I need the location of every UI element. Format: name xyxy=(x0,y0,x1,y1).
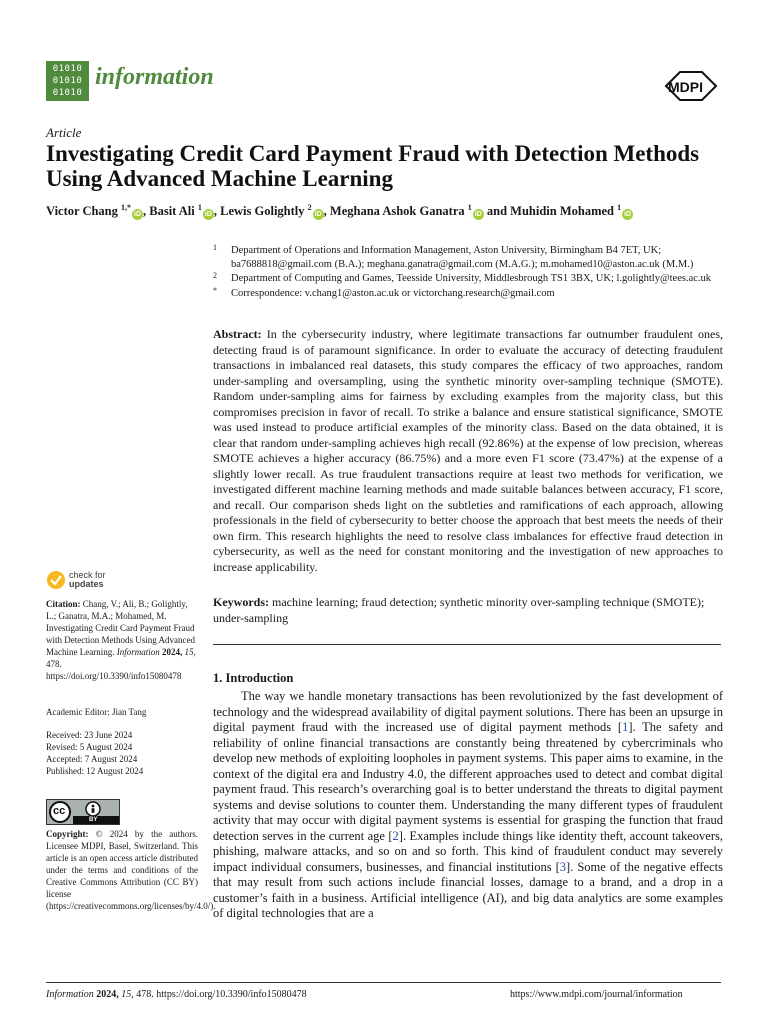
affiliation-text: Department of Computing and Games, Teesside University, Middlesbrough TS1 3BX, UK; l.golightly@tees.ac.uk xyxy=(231,273,712,284)
abstract-text: In the cybersecurity industry, where legitimate transactions far outnumber fraudulent ones, detecting fraud is of paramount significance. In order to evaluate the accuracy of detecting fraudulent transactions in imbalanced real datasets, this study compares the efficacy of two approaches, random under-sampling and oversampling, using the synthetic minority over-sampling technique (SMOTE). Random under-sampling aims for fairness by excluding examples from the majority class, but this compromises precision in favor of recall. To strike a balance and ensure statistical significance, SMOTE was used instead to produce artificial examples of the minority class. Based on the data obtained, it is clear that random under-sampling achieves high recall (92.86%) at the expense of low precision, whereas SMOTE achieves a higher accuracy (86.75%) and a more even F1 score (73.47%) at the expense of a slightly lower recall. As true fraudulent transactions require at least two methods for verification, we investigated different machine learning methods and made suitable balances between accuracy, F1 score, and recall. Our comparison sheds light on the subtleties and ramifications of each approach, allowing professionals in the field of cybersecurity to better choose the approach that best meets the needs of their own firm. This research highlights the need to resolve class imbalances for effective fraud detection in cybersecurity, as well as the need for constant monitoring and the investigation of new approaches to increase applicability. xyxy=(213,327,724,574)
author-separator: , xyxy=(213,204,221,219)
orcid-icon[interactable]: iD xyxy=(204,211,212,219)
check-for-updates-icon[interactable] xyxy=(46,570,66,590)
citation-label: Citation: xyxy=(46,599,81,609)
revised-date: Revised: 5 August 2024 xyxy=(46,742,133,752)
reference-link[interactable]: 1 xyxy=(622,720,629,734)
author-name: Lewis Golightly xyxy=(220,204,308,219)
author-separator: and xyxy=(483,204,511,219)
author-affiliation-mark: 1 xyxy=(197,203,202,212)
author-separator: , xyxy=(143,204,150,219)
cc-by-license-icon[interactable] xyxy=(46,799,120,825)
reference-link[interactable]: 2 xyxy=(392,828,399,843)
author-separator: , xyxy=(323,204,330,219)
affiliations xyxy=(213,244,723,301)
footer-year: 2024, xyxy=(96,989,119,1000)
academic-editor: Academic Editor: Jian Tang xyxy=(46,707,147,717)
journal-logo xyxy=(46,61,89,101)
orcid-icon[interactable]: iD xyxy=(134,211,141,219)
intro-text: The way we handle monetary transactions has been revolutionized by the fast development of technology and the widespread availability of digital payment solutions. There has been an upsurge in digital payment fraud with the increased use of digital payment methods [ xyxy=(213,689,723,734)
author-name: Basit Ali xyxy=(149,204,198,219)
check-for-updates-top: check for xyxy=(69,570,106,580)
dates xyxy=(46,729,198,777)
footer-divider xyxy=(46,982,721,983)
journal-name: information xyxy=(95,64,214,90)
keywords-text: machine learning; fraud detection; synthetic minority over-sampling technique (SMOTE); under-sampling xyxy=(213,595,705,625)
article-type: Article xyxy=(46,125,82,140)
affiliation-number: * xyxy=(213,285,217,295)
journal-url[interactable]: https://www.mdpi.com/journal/information xyxy=(510,989,683,1000)
section-heading: 1. Introduction xyxy=(213,671,294,685)
footer-journal: Information xyxy=(46,989,94,1000)
author-affiliation-mark: 2 xyxy=(307,203,312,212)
footer-citation xyxy=(46,989,307,1000)
footer-doi[interactable]: 478. https://doi.org/10.3390/info15080478 xyxy=(136,989,307,1000)
affiliation-text: Department of Operations and Information Management, Aston University, Birmingham B4 7ET, UK; ba7688818@gmail.com (B.A.); meghana.ganatra@gmail.com (M.A.G.); m.mohamed10@aston.ac.uk (M.M.) xyxy=(231,245,694,270)
author-affiliation-mark: 1 xyxy=(617,203,622,212)
intro-text: ]. Examples include things like identity theft, account takeovers, phishing, malware attacks, and so on and so forth. This kind of fraudulent conduct may severely impact individual consumers, businesses, and financial institutions [ xyxy=(213,828,723,874)
author-name: Meghana Ashok Ganatra xyxy=(329,204,468,219)
affiliation-1 xyxy=(213,244,723,271)
author-affiliation-mark: 1,* xyxy=(121,203,131,212)
intro-text: ]. The safety and reliability of online financial transactions are constantly being threatened by cybercriminals who develop new methods of exploiting loopholes in payment systems. This paper aims to examine, in the context of the digital era and Industry 4.0, the different approaches used to detect and combat digital payment fraud. This research’s overarching goal is to better understand the threats to digital payment systems and devise solutions to counter them. Understanding the many different types of fraudulent activity that may occur with digital payment systems is essential for grasping the function that fraud detection serves in the current age [ xyxy=(213,720,724,843)
divider xyxy=(213,644,721,645)
correspondence xyxy=(213,287,723,301)
logo-bits-1: 01010 xyxy=(52,64,83,74)
check-for-updates[interactable] xyxy=(69,571,106,589)
author-affiliation-mark: 1 xyxy=(467,203,472,212)
intro-text: ]. Some of the negative effects that may result from such actions include financial losses, damage to a brand, and a drop in a customer’s faith in a business. Artificial intelligence (AI), and big data analytics are some examples of digital technologies that are a xyxy=(213,859,723,920)
affiliation-2 xyxy=(213,272,723,286)
intro-paragraph xyxy=(213,689,723,922)
correspondence-text: Correspondence: v.chang1@aston.ac.uk or victorchang.research@gmail.com xyxy=(231,287,555,299)
author-list xyxy=(46,203,726,220)
copyright-text: © 2024 by the authors. Licensee MDPI, Basel, Switzerland. This article is an open access article distributed under the terms and conditions of the Creative Commons Attribution (CC BY) license (https://creativecommons.org/licenses/by/4.0/). xyxy=(46,829,216,911)
citation-year: 2024, xyxy=(162,647,183,657)
citation-volume: 15, xyxy=(184,647,196,657)
abstract xyxy=(213,327,723,575)
orcid-icon[interactable]: iD xyxy=(624,211,632,219)
keywords xyxy=(213,595,723,626)
copyright-label: Copyright: xyxy=(46,829,89,839)
citation-text: Chang, V.; Ali, B.; Golightly, L.; Ganatra, M.A.; Mohamed, M. Investigating Credit Card Payment Fraud with Detection Methods Using Advanced Machine Learning. xyxy=(46,599,195,657)
citation xyxy=(46,598,198,682)
by-text: BY xyxy=(89,817,98,823)
logo-bits-3: 01010 xyxy=(52,88,83,98)
reference-link[interactable]: 3 xyxy=(559,859,567,874)
abstract-label: Abstract: xyxy=(213,327,262,341)
check-for-updates-bottom: updates xyxy=(69,579,104,589)
author-name: Victor Chang xyxy=(46,204,121,219)
logo-bits-2: 01010 xyxy=(52,76,83,86)
publisher-name: MDPI xyxy=(668,79,703,95)
affiliation-number: 2 xyxy=(213,271,217,280)
published-date: Published: 12 August 2024 xyxy=(46,766,144,776)
article-title: Investigating Credit Card Payment Fraud with Detection Methods Using Advanced Machine Learning xyxy=(46,141,700,191)
footer-volume: 15, xyxy=(121,989,134,1000)
citation-journal: Information xyxy=(116,647,160,657)
author-name: Muhidin Mohamed xyxy=(510,204,618,219)
orcid-icon[interactable]: iD xyxy=(314,211,322,219)
received-date: Received: 23 June 2024 xyxy=(46,730,133,740)
keywords-label: Keywords: xyxy=(213,595,269,609)
orcid-icon[interactable]: iD xyxy=(474,211,482,219)
accepted-date: Accepted: 7 August 2024 xyxy=(46,754,138,764)
cc-text: cc xyxy=(53,805,66,817)
copyright-notice xyxy=(46,828,216,912)
citation-doi[interactable]: 478. https://doi.org/10.3390/info15080478 xyxy=(46,659,182,681)
affiliation-number: 1 xyxy=(213,243,217,252)
